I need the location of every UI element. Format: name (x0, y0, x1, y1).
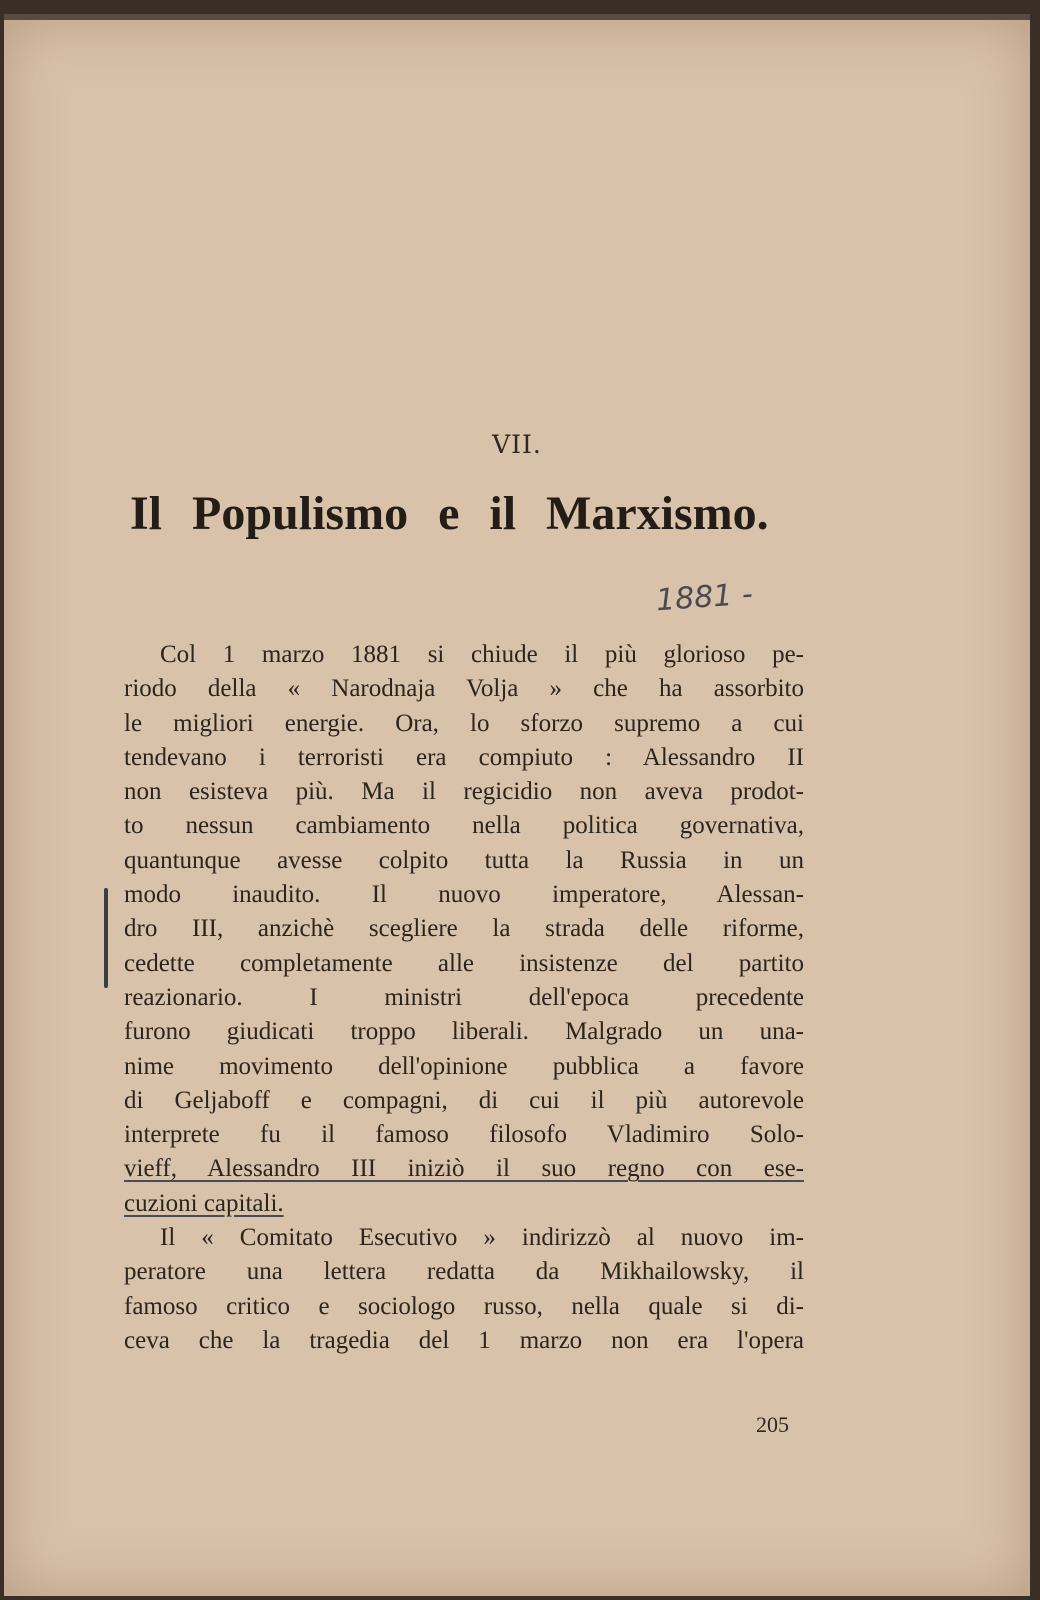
text-line: furono giudicati troppo liberali. Malgrado un una- (124, 1018, 804, 1046)
chapter-number: VII. (492, 430, 542, 459)
text-line: Il « Comitato Esecutivo » indirizzò al nuovo im- (160, 1224, 804, 1252)
text-line: di Geljaboff e compagni, di cui il più autorevole (124, 1086, 804, 1114)
text-line: le migliori energie. Ora, lo sforzo supremo a cui (124, 709, 804, 737)
book-page (4, 14, 1030, 1596)
underlined-text-line: vieff, Alessandro III iniziò il suo regno con ese- (124, 1155, 804, 1183)
text-line: peratore una lettera redatta da Mikhailowsky, il (124, 1258, 804, 1286)
margin-pencil-mark (104, 888, 108, 988)
text-line: nime movimento dell'opinione pubblica a favore (124, 1052, 804, 1080)
text-line: famoso critico e sociologo russo, nella quale si di- (124, 1292, 804, 1320)
body-text (124, 638, 804, 1358)
page-number: 205 (756, 1412, 789, 1437)
text-line: quantunque avesse colpito tutta la Russia in un (124, 846, 804, 874)
text-line: non esisteva più. Ma il regicidio non aveva prodot- (124, 778, 804, 806)
text-line: riodo della « Narodnaja Volja » che ha assorbito (124, 675, 804, 703)
underlined-text-line: cuzioni capitali. (124, 1189, 284, 1217)
text-line: to nessun cambiamento nella politica governativa, (124, 812, 804, 840)
text-line: dro III, anzichè scegliere la strada delle riforme, (124, 915, 804, 943)
text-line: ceva che la tragedia del 1 marzo non era l'opera (124, 1326, 804, 1354)
text-line: tendevano i terroristi era compiuto : Alessandro II (124, 743, 804, 771)
handwritten-note: 1881 - (654, 576, 754, 619)
text-line: interprete fu il famoso filosofo Vladimiro Solo- (124, 1121, 804, 1149)
chapter-title: Il Populismo e il Marxismo. (130, 487, 769, 540)
text-line: reazionario. I ministri dell'epoca precedente (124, 983, 804, 1011)
text-line: Col 1 marzo 1881 si chiude il più glorioso pe- (160, 641, 804, 668)
text-line: cedette completamente alle insistenze del partito (124, 949, 804, 977)
text-line: modo inaudito. Il nuovo imperatore, Alessan- (124, 881, 804, 909)
